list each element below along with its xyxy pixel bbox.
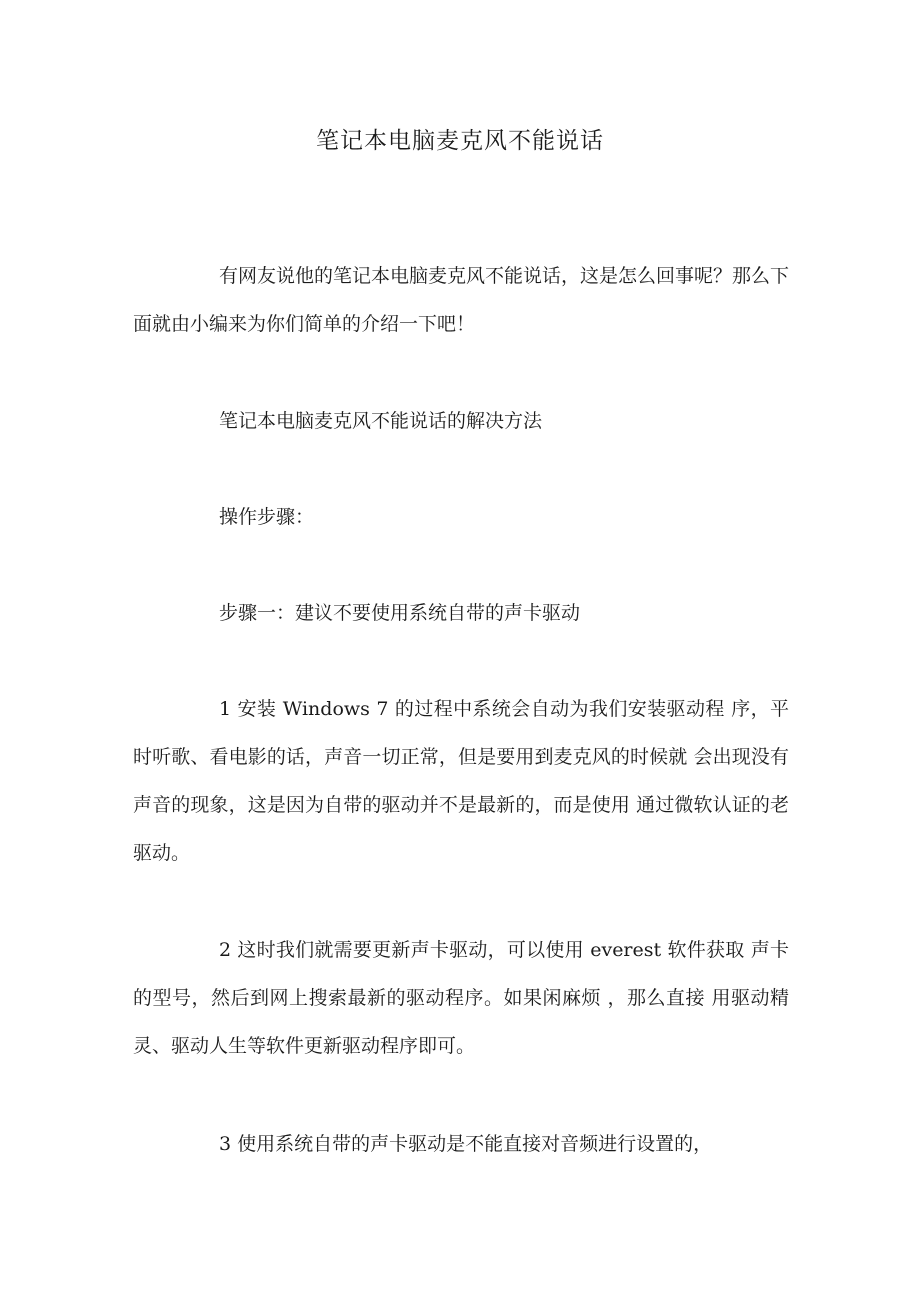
step1-item-1: 1 安装 Windows 7 的过程中系统会自动为我们安装驱动程 序，平时听歌、看电影的话，声音一切正常，但是要用到麦克风的时候就 会出现没有声音的现象，这是因为自带的驱动并不是最新的，而是使用 通过微软认证的老驱动。 xyxy=(133,698,789,864)
step1-title: 步骤一：建议不要使用系统自带的声卡驱动 xyxy=(219,602,581,624)
document-title: 笔记本电脑麦克风不能说话 xyxy=(316,128,604,154)
solution-heading: 笔记本电脑麦克风不能说话的解决方法 xyxy=(219,410,543,432)
step1-item-2: 2 这时我们就需要更新声卡驱动，可以使用 everest 软件获取 声卡的型号，然后到网上搜索最新的驱动程序。如果闲麻烦 ，那么直接 用驱动精灵、驱动人生等软件更新驱动程序即可。 xyxy=(133,939,789,1057)
operations-label: 操作步骤： xyxy=(219,506,315,528)
intro-paragraph: 有网友说他的笔记本电脑麦克风不能说话，这是怎么回事呢？那么下面就由小编来为你们简单的介绍一下吧！ xyxy=(133,265,790,335)
step1-item-3: 3 使用系统自带的声卡驱动是不能直接对音频进行设置的， xyxy=(219,1133,713,1155)
